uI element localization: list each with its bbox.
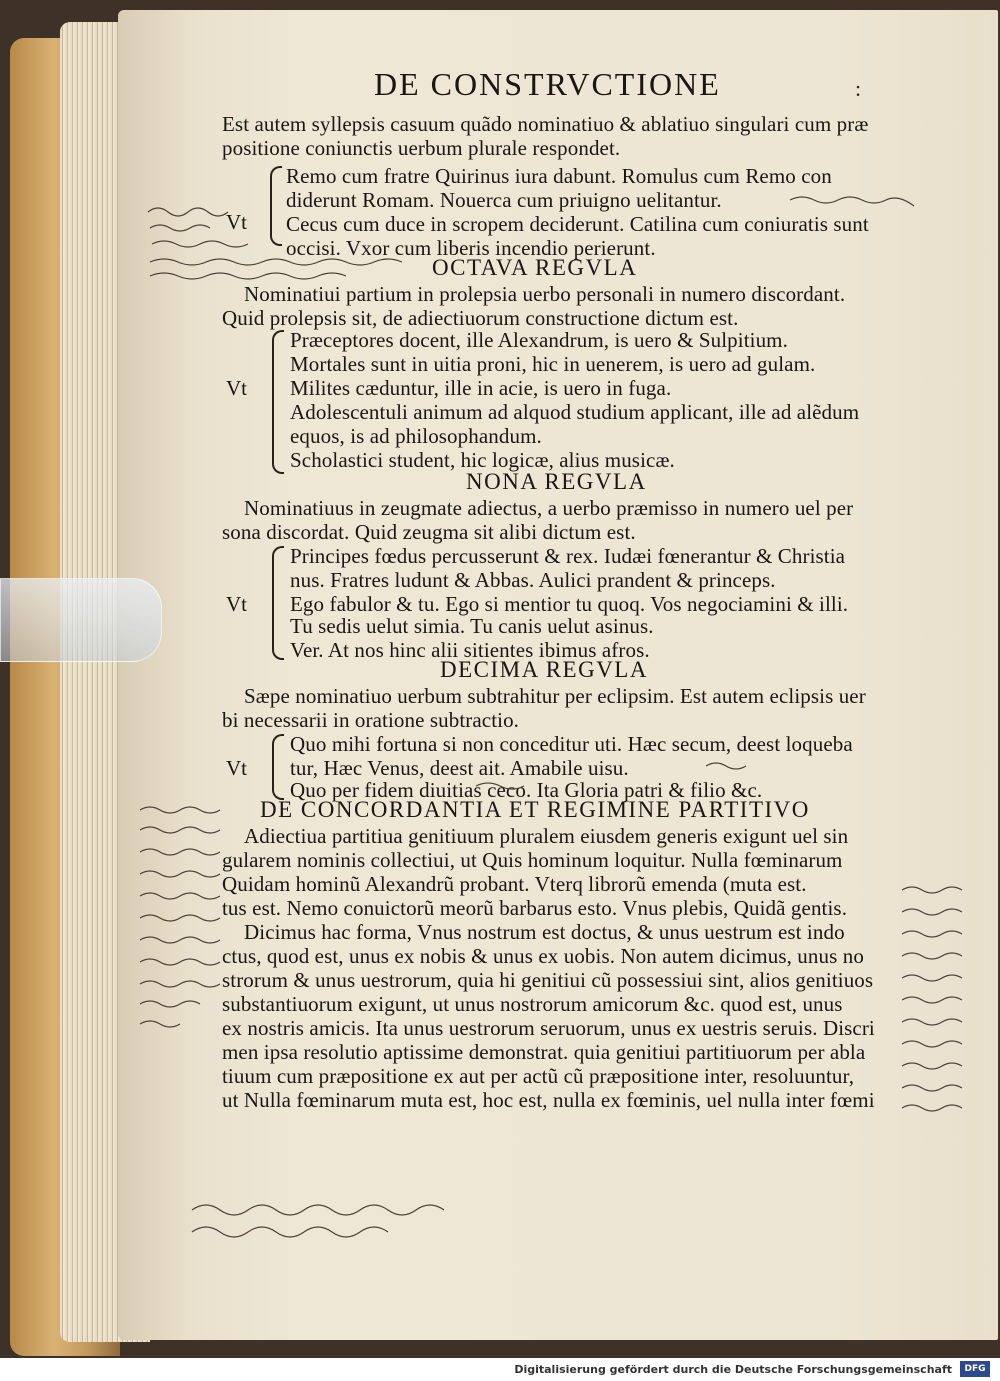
footer-bar bbox=[0, 1358, 1000, 1381]
text-line: substantiuorum exigunt, ut unus nostrorum amicorum &c. quod est, unus bbox=[222, 992, 843, 1016]
text-line: Nominatiui partium in prolepsia uerbo personali in numero discordant. bbox=[244, 282, 846, 306]
text-line: ex nostris amicis. Ita unus uestrorum seruorum, unus ex uestris seruis. Discri bbox=[222, 1016, 875, 1040]
text-line: bi necessarii in oratione subtractio. bbox=[222, 708, 520, 732]
text-line: gularem nominis collectiui, ut Quis hominum loquitur. Nulla fœminarum bbox=[222, 848, 843, 872]
ut-label: Vt bbox=[226, 210, 247, 234]
text-line: Adolescentuli animum ad alquod studium applicant, ille ad alẽdum bbox=[290, 400, 860, 424]
text-line: ctus, quod est, unus ex nobis & unus ex uobis. Non autem dicimus, unus no bbox=[222, 944, 864, 968]
text-line: occisi. Vxor cum liberis incendio perierunt. bbox=[286, 236, 656, 260]
dfg-logo: DFG bbox=[960, 1361, 990, 1377]
text-line: Sæpe nominatiuo uerbum subtrahitur per eclipsim. Est autem eclipsis uer bbox=[244, 684, 866, 708]
text-line: Quid prolepsis sit, de adiectiuorum constructione dictum est. bbox=[222, 306, 739, 330]
text-line: Tu sedis uelut simia. Tu canis uelut asinus. bbox=[290, 614, 654, 638]
footer-text: Digitalisierung gefördert durch die Deutsche Forschungsgemeinschaft bbox=[514, 1363, 952, 1376]
text-line: strorum & unus uestrorum, quia hi genitiui cũ possessiui sint, alios genitiuos bbox=[222, 968, 874, 992]
brace bbox=[270, 166, 282, 246]
text-line: Quo per fidem diuitias ceco. Ita Gloria patri & filio &c. bbox=[290, 778, 763, 802]
text-line: nus. Fratres ludunt & Abbas. Aulici prandent & princeps. bbox=[290, 568, 776, 592]
brace bbox=[272, 734, 284, 800]
text-line: Dicimus hac forma, Vnus nostrum est doctus, & unus uestrum est indo bbox=[244, 920, 845, 944]
text-line: men ipsa resolutio aptissime demonstrat. quia genitiui partitiuorum per abla bbox=[222, 1040, 866, 1064]
section-heading: DECIMA REGVLA bbox=[440, 657, 648, 682]
text-line: tiuum cum præpositione ex aut per actũ cũ præpositione inter, resoluuntur, bbox=[222, 1064, 855, 1088]
ut-label: Vt bbox=[226, 756, 247, 780]
text-line: Quo mihi fortuna si non conceditur uti. Hæc secum, deest loqueba bbox=[290, 732, 853, 756]
text-line: sona discordat. Quid zeugma sit alibi dictum est. bbox=[222, 520, 636, 544]
page-clip bbox=[0, 578, 162, 662]
corner-mark: : bbox=[855, 76, 862, 101]
text-line: Principes fœdus percusserunt & rex. Iudæi fœnerantur & Christia bbox=[290, 544, 846, 568]
text-line: Nominatiuus in zeugmate adiectus, a uerbo præmisso in numero uel per bbox=[244, 496, 854, 520]
text-line: Remo cum fratre Quirinus iura dabunt. Romulus cum Remo con bbox=[286, 164, 832, 188]
ut-label: Vt bbox=[226, 592, 247, 616]
text-line: Quidam hominũ Alexandrũ probant. Vterq librorũ emenda (muta est. bbox=[222, 872, 807, 896]
text-line: ut Nulla fœminarum muta est, hoc est, nulla ex fœminis, uel nulla inter fœmi bbox=[222, 1088, 875, 1112]
text-line: diderunt Romam. Nouerca cum priuigno uelitantur. bbox=[286, 188, 722, 212]
text-line: Adiectiua partitiua genitiuum pluralem eiusdem generis exigunt uel sin bbox=[244, 824, 849, 848]
text-line: Est autem syllepsis casuum quãdo nominatiuo & ablatiuo singulari cum præ bbox=[222, 112, 869, 136]
text-line: Præceptores docent, ille Alexandrum, is uero & Sulpitium. bbox=[290, 328, 788, 352]
text-line: Ver. At nos hinc alii sitientes ibimus afros. bbox=[290, 638, 650, 662]
section-heading: DE CONCORDANTIA ET REGIMINE PARTITIVO bbox=[260, 797, 810, 822]
section-heading: OCTAVA REGVLA bbox=[432, 255, 638, 280]
brace bbox=[272, 330, 284, 474]
text-line: positione coniunctis uerbum plurale respondet. bbox=[222, 136, 621, 160]
text-line: Scholastici student, hic logicæ, alius musicæ. bbox=[290, 448, 675, 472]
text-line: Cecus cum duce in scropem deciderunt. Catilina cum coniuratis sunt bbox=[286, 212, 869, 236]
text-line: tur, Hæc Venus, deest ait. Amabile uisu. bbox=[290, 756, 629, 780]
ut-label: Vt bbox=[226, 376, 247, 400]
text-line: Mortales sunt in uitia proni, hic in uenerem, is uero ad gulam. bbox=[290, 352, 816, 376]
brace bbox=[272, 546, 284, 660]
page-heading: DE CONSTRVCTIONE bbox=[374, 66, 721, 102]
text-line: equos, is ad philosophandum. bbox=[290, 424, 542, 448]
text-line: tus est. Nemo conuictorũ meorũ barbarus esto. Vnus plebis, Quidã gentis. bbox=[222, 896, 848, 920]
text-line: Ego fabulor & tu. Ego si mentior tu quoq. Vos negociamini & illi. bbox=[290, 592, 849, 616]
text-line: Milites cæduntur, ille in acie, is uero in fuga. bbox=[290, 376, 672, 400]
section-heading: NONA REGVLA bbox=[466, 469, 647, 494]
